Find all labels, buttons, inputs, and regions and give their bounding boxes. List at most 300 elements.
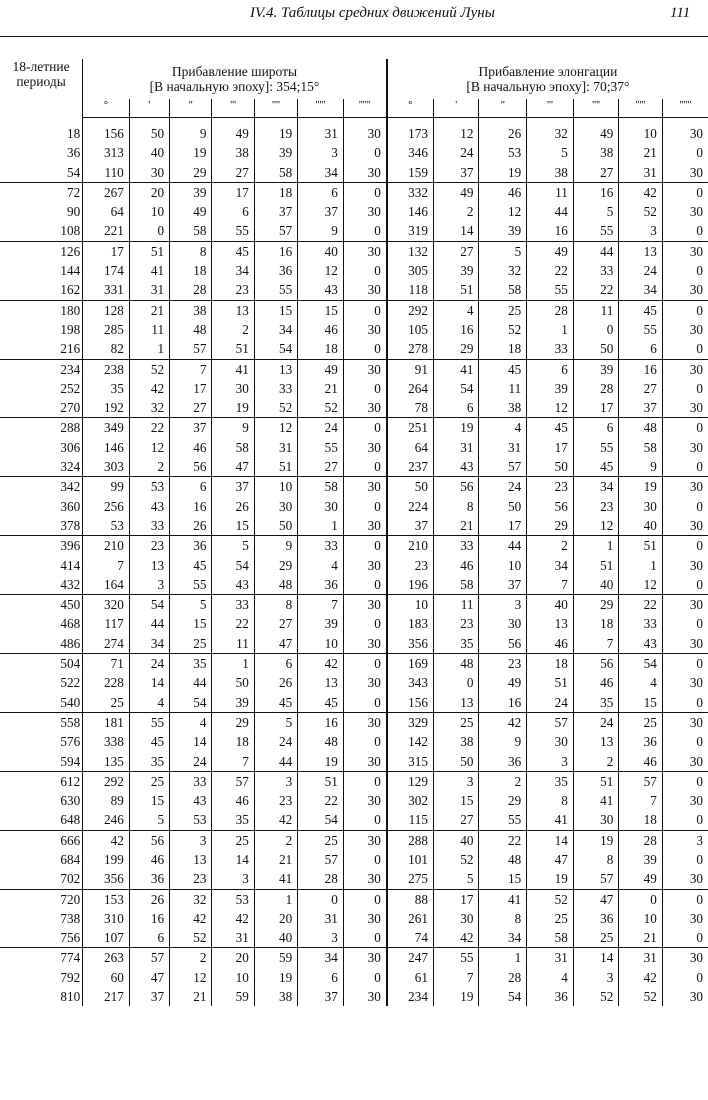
elongation-cell: 29: [479, 791, 527, 810]
latitude-cell: 30: [343, 634, 387, 654]
elongation-cell: 196: [387, 575, 434, 595]
latitude-cell: 313: [83, 143, 130, 162]
latitude-cell: 13: [298, 673, 344, 692]
elongation-cell: 0: [662, 339, 708, 359]
elongation-cell: 15: [619, 693, 662, 713]
elongation-cell: 49: [573, 124, 619, 143]
latitude-cell: 57: [170, 339, 212, 359]
elongation-cell: 343: [387, 673, 434, 692]
page-number: 111: [670, 5, 691, 21]
elongation-cell: 31: [527, 948, 574, 968]
elongation-cell: 19: [433, 987, 479, 1006]
latitude-cell: 30: [343, 241, 387, 261]
latitude-cell: 27: [298, 457, 344, 477]
latitude-cell: 58: [254, 163, 297, 183]
table-row: [0, 536, 708, 556]
latitude-cell: 57: [298, 850, 344, 869]
latitude-cell: 56: [129, 830, 169, 850]
elongation-cell: 54: [479, 987, 527, 1006]
latitude-cell: 39: [212, 693, 254, 713]
running-header: IV.4. Таблицы средних движений Луны: [250, 5, 495, 21]
latitude-cell: 117: [83, 614, 130, 633]
elongation-cell: 129: [387, 771, 434, 791]
period-cell: 468: [60, 616, 81, 632]
elongation-cell: 16: [527, 221, 574, 241]
elongation-cell: 27: [619, 379, 662, 398]
latitude-cell: 228: [83, 673, 130, 692]
period-cell: 198: [60, 321, 81, 337]
elongation-cell: 156: [387, 693, 434, 713]
table-row: [0, 339, 708, 359]
latitude-cell: 24: [129, 654, 169, 674]
latitude-cell: 30: [343, 398, 387, 418]
elongation-cell: 30: [662, 869, 708, 889]
latitude-cell: 48: [298, 732, 344, 751]
elongation-cell: 17: [527, 438, 574, 457]
latitude-cell: 1: [212, 654, 254, 674]
table-row: [0, 556, 708, 575]
elongation-cell: 33: [619, 614, 662, 633]
elongation-cell: 319: [387, 221, 434, 241]
elongation-cell: 10: [479, 556, 527, 575]
elongation-cell: 19: [527, 869, 574, 889]
latitude-cell: 37: [298, 987, 344, 1006]
elongation-cell: 19: [573, 830, 619, 850]
period-cell: 504: [0, 654, 83, 674]
elo-unit-5: ''''': [619, 99, 662, 118]
latitude-cell: 263: [83, 948, 130, 968]
elongation-cell: 91: [387, 359, 434, 379]
latitude-cell: 25: [298, 830, 344, 850]
latitude-cell: 48: [170, 320, 212, 339]
latitude-cell: 4: [298, 556, 344, 575]
elongation-cell: 173: [387, 124, 434, 143]
table-row: [0, 771, 708, 791]
elongation-cell: 11: [573, 300, 619, 320]
latitude-cell: 27: [170, 398, 212, 418]
elongation-cell: 46: [479, 182, 527, 202]
elongation-cell: 37: [387, 516, 434, 536]
latitude-cell: 47: [212, 457, 254, 477]
latitude-cell: 46: [298, 320, 344, 339]
latitude-cell: 0: [343, 968, 387, 987]
latitude-cell: 32: [170, 889, 212, 909]
latitude-cell: 25: [129, 771, 169, 791]
elongation-cell: 0: [573, 320, 619, 339]
period-cell: 558: [0, 712, 83, 732]
latitude-cell: 40: [298, 241, 344, 261]
period-cell: 666: [0, 830, 83, 850]
elongation-cell: 23: [527, 477, 574, 497]
elongation-cell: 30: [662, 791, 708, 810]
latitude-cell: 303: [83, 457, 130, 477]
latitude-cell: 46: [170, 438, 212, 457]
latitude-cell: 33: [170, 771, 212, 791]
latitude-cell: 30: [343, 948, 387, 968]
table-row: [0, 595, 708, 615]
elongation-cell: 22: [573, 280, 619, 300]
latitude-cell: 30: [343, 791, 387, 810]
elongation-cell: 25: [573, 928, 619, 948]
elongation-cell: 315: [387, 752, 434, 772]
elongation-cell: 38: [573, 143, 619, 162]
table-row: [0, 654, 708, 674]
table-row: [0, 143, 708, 162]
elongation-cell: 37: [479, 575, 527, 595]
elongation-cell: 22: [479, 830, 527, 850]
elongation-group-header: [387, 59, 708, 99]
table-row: [0, 928, 708, 948]
latitude-cell: 30: [343, 516, 387, 536]
elongation-cell: 1: [573, 536, 619, 556]
elongation-cell: 40: [619, 516, 662, 536]
elongation-cell: 30: [662, 909, 708, 928]
latitude-cell: 37: [254, 202, 297, 221]
latitude-cell: 199: [83, 850, 130, 869]
table-row: [0, 280, 708, 300]
elo-unit-4: '''': [573, 99, 619, 118]
latitude-cell: 15: [212, 516, 254, 536]
elongation-cell: 0: [662, 457, 708, 477]
latitude-cell: 0: [343, 300, 387, 320]
elongation-cell: 22: [619, 595, 662, 615]
latitude-cell: 30: [343, 595, 387, 615]
latitude-cell: 3: [212, 869, 254, 889]
elongation-cell: 30: [662, 634, 708, 654]
elongation-cell: 6: [527, 359, 574, 379]
elongation-cell: 25: [433, 712, 479, 732]
elongation-cell: 40: [573, 575, 619, 595]
latitude-cell: 16: [129, 909, 169, 928]
latitude-cell: 17: [212, 182, 254, 202]
elongation-cell: 0: [662, 221, 708, 241]
latitude-cell: 53: [83, 516, 130, 536]
latitude-cell: 54: [170, 693, 212, 713]
latitude-cell: 45: [170, 556, 212, 575]
latitude-cell: 42: [129, 379, 169, 398]
period-cell: 270: [60, 400, 81, 416]
elongation-cell: 0: [662, 771, 708, 791]
elongation-cell: 58: [619, 438, 662, 457]
table-row: [0, 673, 708, 692]
latitude-cell: 41: [129, 261, 169, 280]
latitude-cell: 13: [170, 850, 212, 869]
elongation-cell: 30: [662, 241, 708, 261]
elongation-cell: 7: [619, 791, 662, 810]
latitude-cell: 7: [170, 359, 212, 379]
latitude-cell: 27: [212, 163, 254, 183]
elongation-cell: 13: [433, 693, 479, 713]
elongation-cell: 29: [527, 516, 574, 536]
elongation-cell: 45: [527, 418, 574, 438]
latitude-cell: 156: [83, 124, 130, 143]
period-cell: 234: [0, 359, 83, 379]
elongation-cell: 183: [387, 614, 434, 633]
latitude-cell: 53: [212, 889, 254, 909]
elongation-cell: 12: [527, 398, 574, 418]
latitude-cell: 14: [212, 850, 254, 869]
latitude-cell: 0: [343, 654, 387, 674]
latitude-cell: 52: [298, 398, 344, 418]
table-row: [0, 359, 708, 379]
elongation-cell: 31: [433, 438, 479, 457]
elongation-cell: 10: [387, 595, 434, 615]
elongation-cell: 41: [479, 889, 527, 909]
elongation-cell: 27: [433, 241, 479, 261]
latitude-cell: 30: [343, 438, 387, 457]
latitude-cell: 0: [343, 928, 387, 948]
table-row: [0, 575, 708, 595]
latitude-cell: 50: [129, 124, 169, 143]
elongation-cell: 302: [387, 791, 434, 810]
latitude-cell: 45: [212, 241, 254, 261]
latitude-cell: 31: [298, 909, 344, 928]
latitude-cell: 6: [129, 928, 169, 948]
latitude-cell: 52: [129, 359, 169, 379]
elongation-cell: 0: [662, 143, 708, 162]
latitude-cell: 6: [298, 968, 344, 987]
elongation-cell: 0: [433, 673, 479, 692]
elongation-cell: 251: [387, 418, 434, 438]
table-row: [0, 791, 708, 810]
elongation-cell: 34: [619, 280, 662, 300]
elongation-cell: 28: [527, 300, 574, 320]
elongation-cell: 2: [573, 752, 619, 772]
latitude-cell: 52: [254, 398, 297, 418]
latitude-cell: 13: [254, 359, 297, 379]
elongation-cell: 12: [479, 202, 527, 221]
latitude-cell: 0: [343, 771, 387, 791]
latitude-cell: 59: [254, 948, 297, 968]
latitude-cell: 89: [83, 791, 130, 810]
latitude-cell: 43: [129, 497, 169, 516]
elongation-cell: 44: [573, 241, 619, 261]
latitude-cell: 28: [170, 280, 212, 300]
latitude-cell: 9: [254, 536, 297, 556]
elongation-cell: 8: [527, 791, 574, 810]
elongation-cell: 169: [387, 654, 434, 674]
latitude-cell: 51: [129, 241, 169, 261]
latitude-cell: 18: [298, 339, 344, 359]
table-row: [0, 438, 708, 457]
elongation-cell: 18: [527, 654, 574, 674]
elongation-cell: 7: [527, 575, 574, 595]
latitude-cell: 107: [83, 928, 130, 948]
elongation-cell: 31: [619, 948, 662, 968]
elongation-cell: 30: [662, 948, 708, 968]
latitude-cell: 30: [343, 320, 387, 339]
latitude-cell: 128: [83, 300, 130, 320]
elongation-cell: 30: [662, 987, 708, 1006]
elongation-cell: 13: [619, 241, 662, 261]
elongation-cell: 45: [479, 359, 527, 379]
elongation-cell: 29: [573, 595, 619, 615]
latitude-cell: 274: [83, 634, 130, 654]
elongation-cell: 12: [619, 575, 662, 595]
latitude-cell: 30: [343, 909, 387, 928]
latitude-cell: 35: [212, 810, 254, 830]
latitude-cell: 3: [170, 830, 212, 850]
table-row: [0, 614, 708, 633]
latitude-cell: 174: [83, 261, 130, 280]
period-cell: 108: [60, 223, 81, 239]
period-cell: 252: [60, 380, 81, 396]
elongation-cell: 30: [662, 595, 708, 615]
latitude-cell: 238: [83, 359, 130, 379]
latitude-cell: 50: [254, 516, 297, 536]
latitude-cell: 57: [254, 221, 297, 241]
elongation-cell: 49: [619, 869, 662, 889]
latitude-cell: 4: [170, 712, 212, 732]
latitude-cell: 41: [212, 359, 254, 379]
elongation-cell: 12: [573, 516, 619, 536]
table-row: [0, 752, 708, 772]
elongation-cell: 28: [619, 830, 662, 850]
latitude-cell: 56: [170, 457, 212, 477]
latitude-cell: 19: [254, 124, 297, 143]
latitude-cell: 19: [212, 398, 254, 418]
elongation-cell: 210: [387, 536, 434, 556]
elongation-cell: 23: [573, 497, 619, 516]
elongation-cell: 44: [479, 536, 527, 556]
latitude-cell: 0: [343, 732, 387, 751]
table-row: [0, 182, 708, 202]
elongation-cell: 57: [573, 869, 619, 889]
latitude-cell: 29: [170, 163, 212, 183]
elongation-cell: 142: [387, 732, 434, 751]
elongation-cell: 52: [433, 850, 479, 869]
table-row: [0, 516, 708, 536]
period-cell: 414: [60, 557, 81, 573]
elongation-cell: 18: [573, 614, 619, 633]
elongation-cell: 0: [662, 300, 708, 320]
elongation-cell: 24: [527, 693, 574, 713]
latitude-cell: 30: [343, 752, 387, 772]
elongation-cell: 261: [387, 909, 434, 928]
elongation-cell: 132: [387, 241, 434, 261]
elongation-cell: 55: [573, 221, 619, 241]
elongation-cell: 50: [479, 497, 527, 516]
latitude-cell: 38: [254, 987, 297, 1006]
latitude-cell: 18: [170, 261, 212, 280]
elongation-cell: 78: [387, 398, 434, 418]
latitude-cell: 0: [343, 182, 387, 202]
elongation-cell: 101: [387, 850, 434, 869]
latitude-cell: 49: [298, 359, 344, 379]
latitude-cell: 19: [170, 143, 212, 162]
latitude-cell: 0: [343, 379, 387, 398]
latitude-cell: 55: [170, 575, 212, 595]
elongation-cell: 52: [479, 320, 527, 339]
elongation-cell: 25: [479, 300, 527, 320]
table-row: [0, 221, 708, 241]
table-row: [0, 948, 708, 968]
table-row: [0, 968, 708, 987]
elongation-cell: 9: [619, 457, 662, 477]
elongation-cell: 30: [662, 124, 708, 143]
table-row: [0, 379, 708, 398]
elongation-cell: 14: [433, 221, 479, 241]
table-row: [0, 457, 708, 477]
latitude-cell: 4: [129, 693, 169, 713]
latitude-cell: 23: [129, 536, 169, 556]
elongation-cell: 37: [619, 398, 662, 418]
latitude-cell: 21: [129, 300, 169, 320]
elongation-cell: 21: [433, 516, 479, 536]
elongation-cell: 346: [387, 143, 434, 162]
latitude-cell: 37: [129, 987, 169, 1006]
elongation-cell: 13: [527, 614, 574, 633]
latitude-cell: 42: [298, 654, 344, 674]
elongation-cell: 57: [527, 712, 574, 732]
latitude-cell: 9: [170, 124, 212, 143]
elongation-cell: 12: [433, 124, 479, 143]
elongation-cell: 56: [527, 497, 574, 516]
elongation-cell: 118: [387, 280, 434, 300]
period-head-line1: 18-летние: [12, 59, 70, 74]
latitude-cell: 3: [129, 575, 169, 595]
latitude-cell: 52: [170, 928, 212, 948]
latitude-cell: 23: [170, 869, 212, 889]
elongation-cell: 51: [573, 556, 619, 575]
latitude-cell: 28: [298, 869, 344, 889]
elongation-cell: 33: [527, 339, 574, 359]
latitude-cell: 53: [170, 810, 212, 830]
latitude-cell: 30: [343, 359, 387, 379]
elongation-cell: 1: [527, 320, 574, 339]
latitude-cell: 349: [83, 418, 130, 438]
elongation-cell: 88: [387, 889, 434, 909]
period-cell: 522: [60, 675, 81, 691]
latitude-cell: 55: [298, 438, 344, 457]
elongation-cell: 16: [479, 693, 527, 713]
latitude-cell: 19: [298, 752, 344, 772]
period-cell: 18: [66, 126, 81, 141]
elongation-cell: 30: [573, 810, 619, 830]
latitude-cell: 15: [298, 300, 344, 320]
period-cell: 738: [60, 910, 81, 926]
elongation-cell: 43: [433, 457, 479, 477]
table-row: [0, 241, 708, 261]
elongation-cell: 41: [527, 810, 574, 830]
latitude-cell: 30: [343, 712, 387, 732]
latitude-cell: 22: [298, 791, 344, 810]
period-cell: 90: [66, 204, 81, 220]
latitude-cell: 47: [254, 634, 297, 654]
latitude-cell: 0: [343, 143, 387, 162]
elongation-cell: 35: [573, 693, 619, 713]
period-cell: 180: [0, 300, 83, 320]
latitude-cell: 2: [254, 830, 297, 850]
latitude-cell: 54: [254, 339, 297, 359]
elongation-cell: 54: [433, 379, 479, 398]
table-row: [0, 634, 708, 654]
elongation-cell: 0: [662, 968, 708, 987]
elongation-cell: 6: [619, 339, 662, 359]
latitude-cell: 42: [254, 810, 297, 830]
latitude-cell: 19: [254, 968, 297, 987]
period-cell: 216: [60, 341, 81, 357]
elongation-cell: 17: [433, 889, 479, 909]
elongation-cell: 57: [479, 457, 527, 477]
elongation-cell: 305: [387, 261, 434, 280]
period-cell: 396: [0, 536, 83, 556]
period-cell: 540: [60, 694, 81, 710]
table-row: [0, 693, 708, 713]
lat-unit-6: '''''': [343, 99, 387, 118]
latitude-cell: 10: [212, 968, 254, 987]
latitude-cell: 31: [129, 280, 169, 300]
